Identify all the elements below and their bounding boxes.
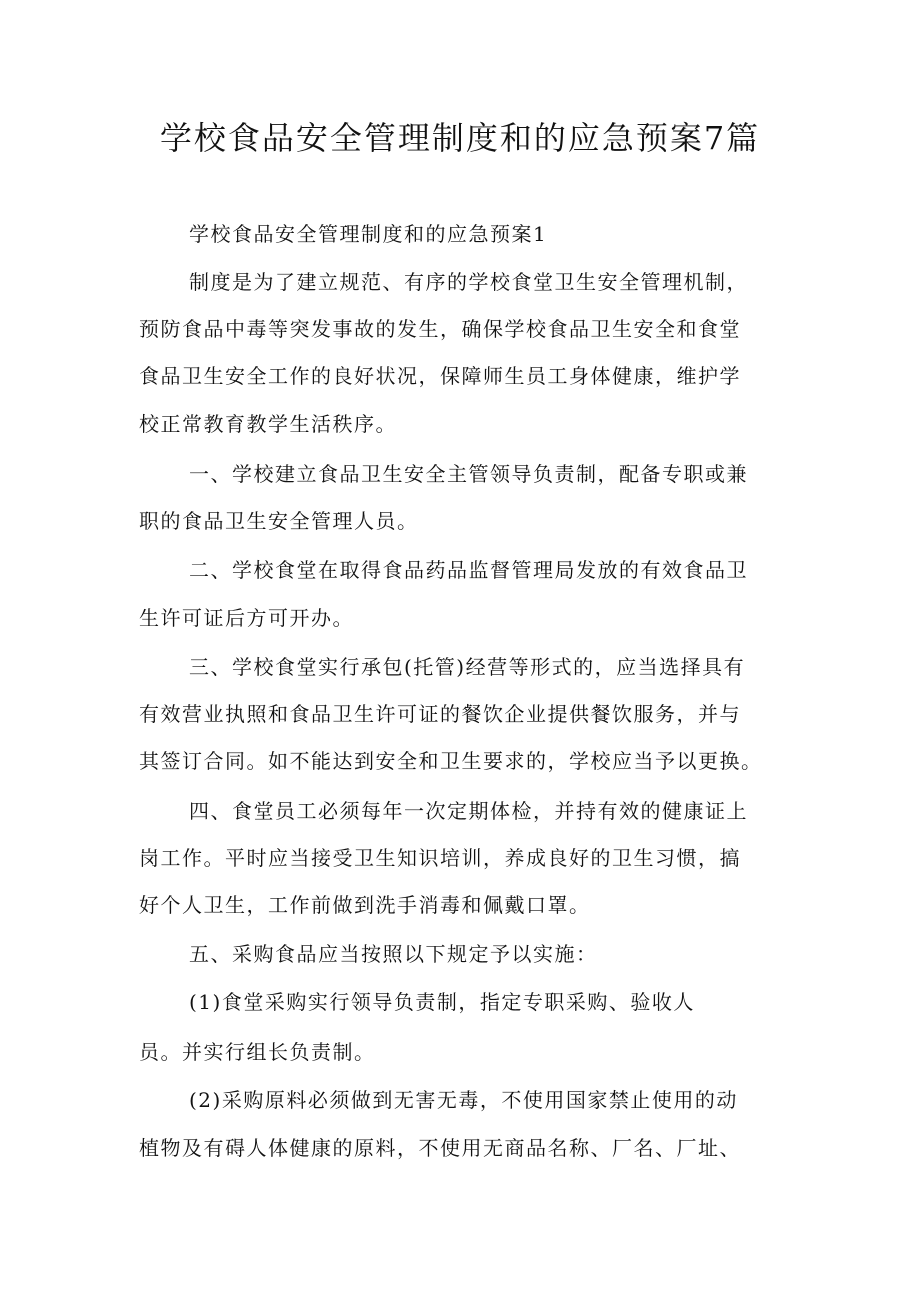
paragraph-line: 植物及有碍人体健康的原料，不使用无商品名称、厂名、厂址、 bbox=[139, 1136, 741, 1160]
section-heading: 学校食品安全管理制度和的应急预案1 bbox=[189, 222, 548, 246]
paragraph-line: 二、学校食堂在取得食品药品监督管理局发放的有效食品卫 bbox=[189, 558, 748, 582]
paragraph-line: 职的食品卫生安全管理人员。 bbox=[139, 509, 419, 533]
paragraph-line: 四、食堂员工必须每年一次定期体检，并持有效的健康证上 bbox=[189, 799, 748, 823]
paragraph-line: 好个人卫生，工作前做到洗手消毒和佩戴口罩。 bbox=[139, 893, 591, 917]
paragraph-line: 一、学校建立食品卫生安全主管领导负责制，配备专职或兼 bbox=[189, 462, 748, 486]
paragraph-line: 制度是为了建立规范、有序的学校食堂卫生安全管理机制， bbox=[189, 270, 748, 294]
paragraph-line: 岗工作。平时应当接受卫生知识培训，养成良好的卫生习惯，搞 bbox=[139, 846, 741, 870]
document-title: 学校食品安全管理制度和的应急预案7篇 bbox=[159, 119, 761, 157]
paragraph-line: 三、学校食堂实行承包(托管)经营等形式的，应当选择具有 bbox=[189, 655, 746, 679]
paragraph-line: 食品卫生安全工作的良好状况，保障师生员工身体健康，维护学 bbox=[139, 364, 741, 388]
paragraph-line: 校正常教育教学生活秩序。 bbox=[139, 412, 397, 436]
paragraph-line: 员。并实行组长负责制。 bbox=[139, 1040, 376, 1064]
paragraph-line: 预防食品中毒等突发事故的发生，确保学校食品卫生安全和食堂 bbox=[139, 317, 741, 341]
paragraph-line: (2)采购原料必须做到无害无毒，不使用国家禁止使用的动 bbox=[189, 1088, 738, 1112]
paragraph-line: 其签订合同。如不能达到安全和卫生要求的，学校应当予以更换。 bbox=[139, 749, 763, 773]
paragraph-line: 有效营业执照和食品卫生许可证的餐饮企业提供餐饮服务，并与 bbox=[139, 702, 741, 726]
paragraph-line: 生许可证后方可开办。 bbox=[139, 606, 354, 630]
paragraph-line: (1)食堂采购实行领导负责制，指定专职采购、验收人 bbox=[189, 990, 695, 1014]
paragraph-line: 五、采购食品应当按照以下规定予以实施： bbox=[189, 942, 598, 966]
